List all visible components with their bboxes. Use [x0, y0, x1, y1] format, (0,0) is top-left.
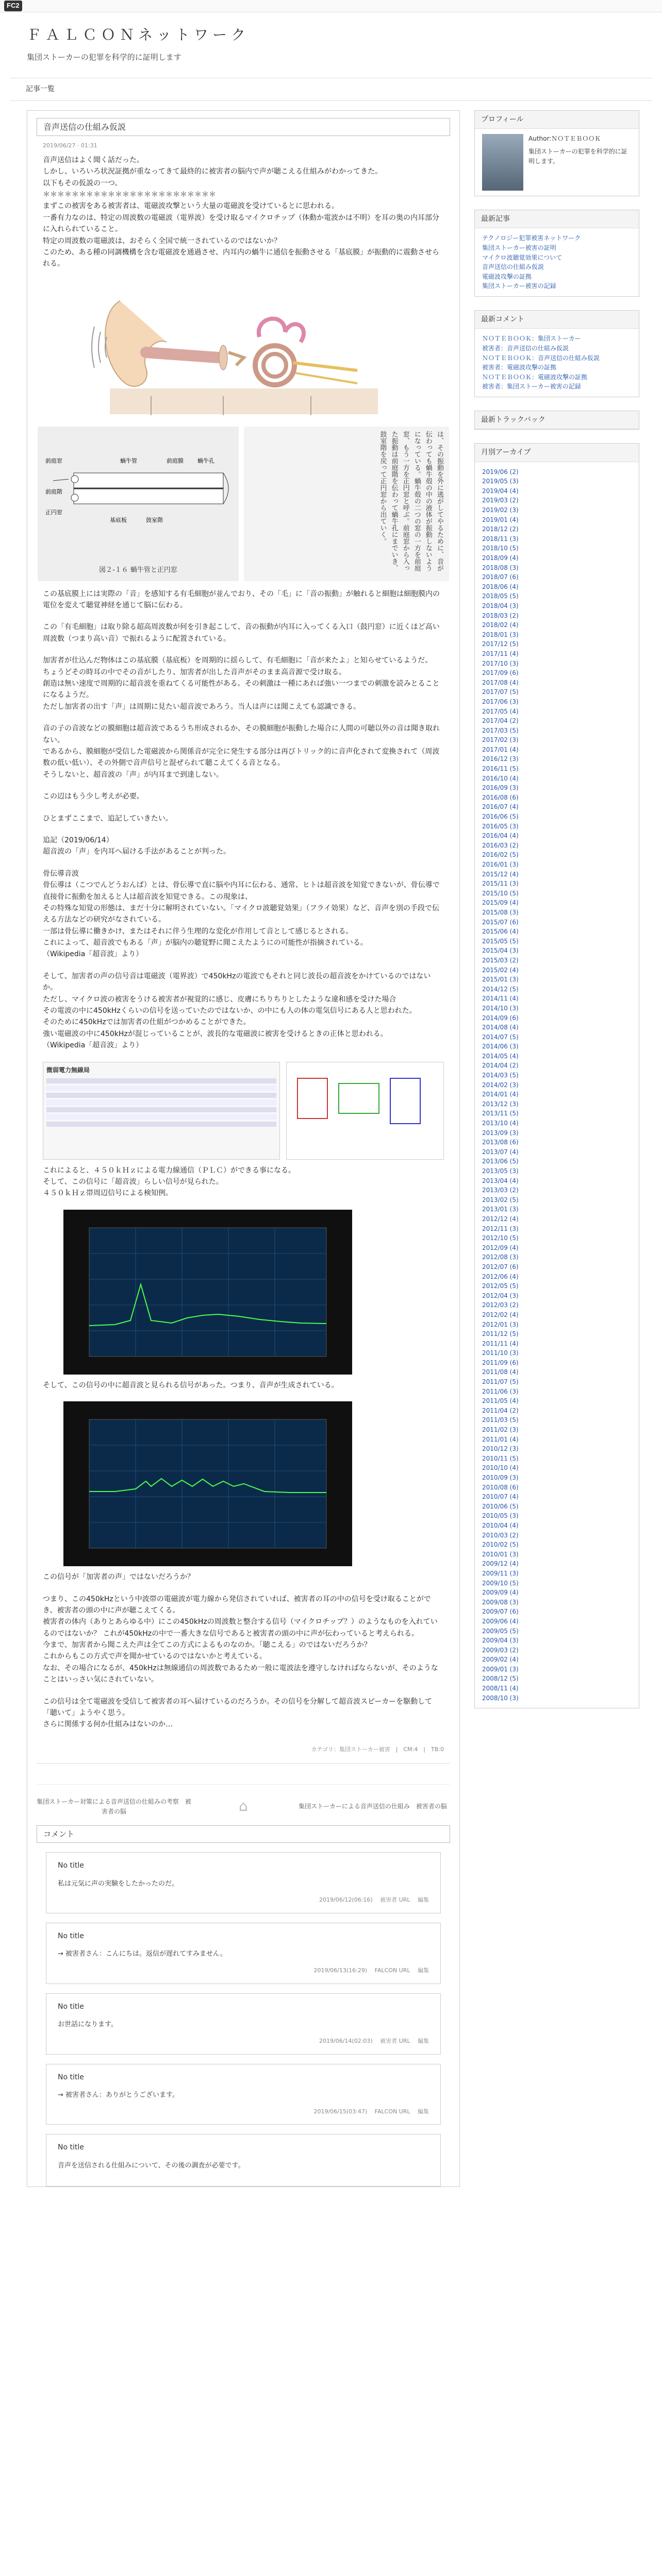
archive-month-link[interactable]: 2009/09 (4) [482, 1589, 519, 1597]
archive-month-link[interactable]: 2010/09 (3) [482, 1474, 519, 1482]
archive-month-link[interactable]: 2016/01 (3) [482, 861, 519, 869]
archive-month-link[interactable]: 2015/05 (5) [482, 937, 519, 945]
recent-comments-box [474, 310, 639, 397]
sidebar [474, 110, 639, 2187]
archive-month-link[interactable]: 2014/10 (3) [482, 1004, 519, 1012]
archive-month-link[interactable]: 2011/10 (3) [482, 1349, 519, 1357]
text-line [43, 803, 444, 813]
archive-month-link[interactable]: 2013/01 (3) [482, 1206, 519, 1213]
recent-comment-link[interactable]: 被害者：音声送信の仕組み仮説 [482, 344, 569, 352]
archive-month-link[interactable]: 2018/10 (5) [482, 545, 519, 552]
comment [46, 2134, 441, 2186]
text-line: このため、ある種の同調機構を含む電磁波を通過させ、内耳内の蝸牛に通信を振動させる「基底膜」が振動的に震動させられる。 [43, 248, 440, 268]
entry-date: 2019/06/27 · 01:31 [43, 142, 97, 149]
archive-month-link[interactable]: 2012/07 (6) [482, 1263, 519, 1270]
archive-title: 月別アーカイブ [475, 444, 639, 462]
comment-body: 私は元気に声の実験をしたかったのだ。 [58, 1879, 179, 1888]
archive-month-link[interactable]: 2016/09 (3) [482, 784, 519, 792]
pager [37, 1784, 450, 1818]
text-line: つまり、この450kHzという中波帯の電磁波が電力線から発信されていれば、被害者の耳の中の信号を受け取ることができ、被害者の頭の中に声が聴こえてくる。 [43, 1595, 431, 1615]
archive-month-link[interactable]: 2010/03 (2) [482, 1531, 519, 1539]
archive-month-link[interactable]: 2011/03 (5) [482, 1416, 519, 1424]
archive-month-link[interactable]: 2016/05 (3) [482, 822, 519, 830]
comment [46, 1923, 441, 1984]
archive-month-link[interactable]: 2011/11 (4) [482, 1340, 519, 1347]
oscilloscope-photo-1 [63, 1210, 352, 1375]
text-line: 創造は無い速度で周期的に超音波を重ねてくる可能性がある。その刺激は一種にあれば強い一つまでの刺激を読みとることになるようだ。 [43, 680, 440, 700]
text-line: ひとまずここまで、追記していきたい。 [43, 814, 173, 823]
archive-month-link[interactable]: 2017/10 (3) [482, 659, 519, 667]
entry-body [27, 155, 459, 275]
text-line: 今まで、加害者から聞こえた声は全てこの方式によるものなのか。「聴こえる」のではないだろうか？ [43, 1641, 371, 1650]
archive-month-link[interactable]: 2013/08 (6) [482, 1139, 519, 1146]
comment-meta[interactable]: 2019/06/15(03:47) FALCON URL 編集 [313, 2108, 429, 2115]
archive-month-link[interactable]: 2011/08 (4) [482, 1368, 519, 1376]
text-line: 被害者の体内（ありとあらゆる中）にこの450kHzの周波数と整合する信号（マイクロチップ？）のようなものを入れているのではないか？ これが450kHzの中で一番大きな信号であると被害者の頭の中に声が伝わっていると考えられる。 [43, 1618, 438, 1638]
text-line: これからもこの方式で声を聞かせているのではないかと考えている。 [43, 1652, 267, 1661]
archive-month-link[interactable]: 2009/08 (3) [482, 1598, 519, 1606]
archive-month-link[interactable]: 2013/09 (3) [482, 1129, 519, 1137]
archive-month-link[interactable]: 2017/09 (6) [482, 669, 519, 677]
archive-month-link[interactable]: 2012/10 (5) [482, 1234, 519, 1242]
archive-month-link[interactable]: 2014/11 (4) [482, 995, 519, 1003]
label-basilar-plate: 基底板 [110, 516, 127, 523]
entry-title[interactable]: 音声送信の仕組み仮説 [37, 118, 450, 137]
recent-entries-box [474, 210, 639, 297]
recent-entries-list [475, 228, 639, 296]
archive-month-link[interactable]: 2017/02 (3) [482, 736, 519, 744]
archive-month-link[interactable]: 2012/06 (4) [482, 1273, 519, 1280]
archive-month-link[interactable]: 2016/03 (2) [482, 841, 519, 849]
archive-month-link[interactable]: 2009/04 (3) [482, 1637, 519, 1645]
archive-month-link[interactable]: 2010/01 (3) [482, 1550, 519, 1558]
text-line: 一番有力なのは、特定の周波数の電磁波（電界波）を受け取るマイクロチップ（体動か電波かは不明）を耳の奥の内耳部分に入れられていること。 [43, 213, 440, 234]
middle-text [43, 588, 444, 1052]
archive-month-link[interactable]: 2019/05 (3) [482, 478, 519, 485]
text-line: 加害者が仕込んだ物体はこの基底膜（基底板）を周期的に揺らして、有毛細胞に「音が来たよ」と知らせているようだ。 [43, 656, 433, 665]
recent-comment-link[interactable]: 被害者：集団ストーカー被害の記録 [482, 383, 581, 391]
text-line [43, 611, 444, 621]
archive-month-link[interactable]: 2017/07 (5) [482, 688, 519, 696]
text-line: その特殊な知覚の形態は、まだ十分に解明されていない。「マイクロ波聴覚効果」（フライ効果）など、音声を別の手段で伝える方法などの研究がなされている。 [43, 904, 440, 924]
recent-comment-link[interactable]: ＮＯＴＥＢＯＯＫ：音声送信の仕組み仮説 [482, 354, 600, 362]
archive-month-link[interactable]: 2010/12 (3) [482, 1445, 519, 1453]
text-line: 以下もその仮説の一つ。 [43, 179, 122, 188]
text-line [43, 824, 444, 835]
recent-entries-title: 最新記事 [475, 210, 639, 228]
archive-month-link[interactable]: 2019/03 (2) [482, 497, 519, 504]
archive-month-link[interactable]: 2012/12 (4) [482, 1215, 519, 1223]
archive-month-link[interactable]: 2016/10 (4) [482, 774, 519, 782]
archive-month-link[interactable]: 2013/04 (4) [482, 1177, 519, 1184]
comments-title: コメント [37, 1825, 450, 1843]
archive-month-link[interactable]: 2009/10 (5) [482, 1579, 519, 1587]
archive-month-link[interactable]: 2010/02 (5) [482, 1541, 519, 1549]
text-line: そのために450kHzでは加害者の仕組がつかめることができた。 [43, 1018, 251, 1027]
text-line: そして、加害者の声の信号音は電磁波（電界波）で450kHzの電波でもそれと同じ波長の超音波をかけているのではないか。 [43, 972, 431, 992]
archive-month-link[interactable]: 2014/04 (2) [482, 1062, 519, 1070]
archive-month-link[interactable]: 2009/11 (3) [482, 1569, 519, 1577]
comment-title: No title [58, 2002, 84, 2011]
archive-month-link[interactable]: 2009/06 (4) [482, 1617, 519, 1625]
book-vertical-text: は、その振動を外に逃がしてやるために、音が伝わっても蝸牛殻の中の液体が振動しないようになっている。蝸牛殻の二つの窓の一方を前庭窓、もう一方を正円窓と呼ぶ。前庭窓から入った振動は前庭階を伝わって蝸牛孔にまでいき、鼓室階を戻って正円窓から出ていく。 [244, 427, 449, 581]
archive-month-link[interactable]: 2014/12 (5) [482, 985, 519, 993]
archive-month-link[interactable]: 2017/05 (4) [482, 707, 519, 715]
text-line: この信号は全て電磁波を受信して被害者の耳へ届けているのだろうか。その信号を分解して超音波スピーカーを駆動して「聴いて」ようやく思う。 [43, 1697, 433, 1718]
recent-entry-link[interactable]: 集団ストーカー被害の記録 [482, 282, 556, 290]
archive-month-link[interactable]: 2014/05 (4) [482, 1052, 519, 1060]
document-scan [43, 1062, 444, 1160]
archive-month-link[interactable]: 2013/06 (5) [482, 1158, 519, 1165]
profile-title: プロフィール [475, 111, 639, 129]
archive-month-link[interactable]: 2013/07 (4) [482, 1148, 519, 1156]
comment-title: No title [58, 1861, 84, 1870]
archive-month-link[interactable]: 2015/07 (6) [482, 918, 519, 926]
archive-month-link[interactable]: 2010/04 (4) [482, 1521, 519, 1529]
archive-month-link[interactable]: 2008/12 (5) [482, 1675, 519, 1683]
text-line: 音声送信はよく聞く話だった。 [43, 156, 144, 164]
text-line: ただし加害者の出す「声」は周期に見たい超音波であろう。当人は声には聞こえても認識できる。 [43, 702, 360, 711]
cochlea-figure [38, 427, 239, 581]
archive-month-link[interactable]: 2018/01 (3) [482, 631, 519, 638]
comment-meta[interactable]: 2019/06/13(16:29) FALCON URL 編集 [313, 1967, 429, 1974]
text-line [43, 781, 444, 791]
site-title[interactable]: ＦＡＬＣＯＮネットワーク [27, 26, 250, 43]
text-line: ただし、マイクロ波の被害をうける被害者が視覚的に感じ、皮膚にちりちりとしたような違和感を受けた場合 [43, 995, 396, 1004]
document-table [43, 1062, 280, 1160]
archive-month-link[interactable]: 2018/07 (6) [482, 573, 519, 581]
archive-month-link[interactable]: 2009/05 (5) [482, 1627, 519, 1635]
archive-month-link[interactable]: 2009/07 (6) [482, 1608, 519, 1616]
archive-month-link[interactable]: 2019/06 (2) [482, 468, 519, 476]
figure-caption: 図２-１６ 蝸牛管と正円窓 [99, 566, 177, 574]
archive-month-link[interactable]: 2016/06 (5) [482, 813, 519, 821]
blog-header [0, 12, 662, 78]
text-line: まずこの被害をある被害者は、電磁波攻撃という大量の電磁波を受けているとに思われる。 [43, 202, 339, 211]
archive-month-link[interactable]: 2015/02 (4) [482, 966, 519, 974]
text-line: その電波の中に450kHzくらいの信号を送っていたのではないか、の中にも人の体の電気信号にある人と思われた。 [43, 1007, 417, 1015]
archive-month-link[interactable]: 2012/08 (3) [482, 1253, 519, 1261]
label-helicotrema: 蝸牛孔 [197, 457, 214, 464]
archive-month-link[interactable]: 2012/04 (3) [482, 1292, 519, 1299]
archive-box [474, 443, 639, 1708]
entry-footer: カテゴリ：集団ストーカー被害 | CM:4 | TB:0 [37, 1745, 450, 1764]
archive-month-link[interactable]: 2010/06 (5) [482, 1502, 519, 1510]
comment [46, 2064, 441, 2125]
label-cochlear-duct: 蝸牛管 [120, 457, 137, 464]
archive-month-link[interactable]: 2014/03 (5) [482, 1072, 519, 1079]
label-scala-vestibuli: 前庭階 [45, 488, 62, 495]
archive-month-link[interactable]: 2010/08 (6) [482, 1483, 519, 1491]
fc2-topbar [0, 0, 662, 12]
archive-month-link[interactable]: 2014/07 (5) [482, 1033, 519, 1041]
archive-month-link[interactable]: 2019/01 (4) [482, 516, 519, 523]
text-line: 一部は骨伝導に働きかけ、またはそれに伴う生理的な変化が作用して音として感じるとされる。 [43, 927, 353, 936]
archive-month-link[interactable]: 2015/10 (5) [482, 889, 519, 897]
text-line: この辺はもう少し考えが必要。 [43, 792, 144, 801]
recent-entry-link[interactable]: 電磁波攻撃の証拠 [482, 273, 532, 280]
comment [46, 1993, 441, 2055]
archive-month-link[interactable]: 2015/08 (3) [482, 908, 519, 916]
text-line: なお、その場合になるが、450kHzは無線通信の周波数であるため一般に電波法を遵守しなければならないが、そのようなことはいっさい気にされていない。 [43, 1664, 438, 1684]
archive-month-link[interactable]: 2014/02 (3) [482, 1081, 519, 1089]
text-line: （Wikipedia「超音波」より） [43, 950, 143, 959]
comment-title: No title [58, 1932, 84, 1940]
text-line: しかし、いろいろ状況証拠が重なってきて最終的に被害者の脳内で声が聴こえる仕組みがわかってきた。 [43, 167, 382, 176]
text-line [43, 1583, 444, 1594]
text-line: 骨伝導は（こつでんどうおんぱ）とは、骨伝導で直に脳や内耳に伝わる、通常、ヒトは超音波を知覚できないが、骨伝導で直接骨に振動を加えると人は超音波を知覚できる。この現象は、 [43, 881, 440, 901]
archive-month-link[interactable]: 2018/08 (3) [482, 564, 519, 571]
text-line: この基底膜上には実際の「音」を感知する有毛細胞が並んでおり、その「毛」に「音の振動」が触れると細胞は細胞膜内の電位を変えて聴覚神経を通じて脳に伝わる。 [43, 589, 440, 610]
label-vestibular-window: 前庭窓 [45, 457, 62, 464]
text-line: さらに関係する何か仕組みはないのか… [43, 1720, 173, 1729]
archive-month-link[interactable]: 2015/04 (3) [482, 947, 519, 955]
recent-entry-link[interactable]: テクノロジー犯罪被害ネットワーク [482, 234, 581, 242]
text-line: そうしないと、超音波の「声」が内耳まで到達しない。 [43, 770, 223, 779]
recent-comments-title: 最新コメント [475, 311, 639, 329]
archive-month-link[interactable]: 2017/08 (4) [482, 679, 519, 686]
archive-list [475, 462, 639, 1708]
text-line [43, 1686, 444, 1696]
after-scope2-text [43, 1571, 444, 1731]
recent-entry-link[interactable]: マイクロ波聴覚効果について [482, 253, 562, 261]
archive-month-link[interactable]: 2018/02 (4) [482, 621, 519, 629]
archive-month-link[interactable]: 2012/05 (5) [482, 1282, 519, 1290]
archive-month-link[interactable]: 2008/10 (3) [482, 1694, 519, 1702]
archive-month-link[interactable]: 2011/07 (5) [482, 1378, 519, 1386]
text-line: ちょうどその時耳の中でその音がしたり、加害者が出した音声がそのまま高音源で受け取る。 [43, 668, 346, 676]
text-line: 特定の周波数の電磁波は、おそらく全国で統一されているのではないか？ [43, 236, 281, 245]
text-line: 強い電磁波の中に450kHzが混じっていることが、波長的な電磁波に被害を受けるときの正体と思われる。 [43, 1029, 388, 1038]
text-line: 音の子の音波などの膜細胞は超音波であるうち形成されるか、その膜細胞が振動した場合に人間の可聴以外の音は聞き取れない。 [43, 724, 440, 744]
text-line: 骨伝導音波 [43, 869, 79, 878]
comments-list [27, 1852, 459, 2186]
archive-month-link[interactable]: 2016/07 (4) [482, 803, 519, 811]
archive-month-link[interactable]: 2016/04 (4) [482, 832, 519, 840]
archive-month-link[interactable]: 2014/08 (4) [482, 1024, 519, 1031]
archive-month-link[interactable]: 2017/11 (4) [482, 650, 519, 657]
text-line [43, 645, 444, 655]
comment-body: お世話になります。 [58, 2021, 118, 2029]
archive-month-link[interactable]: 2017/12 (5) [482, 640, 519, 648]
archive-month-link[interactable]: 2018/03 (2) [482, 612, 519, 619]
archive-month-link[interactable]: 2013/10 (4) [482, 1120, 519, 1127]
text-line: （Wikipedia「超音波」より） [43, 1041, 143, 1050]
archive-month-link[interactable]: 2019/04 (4) [482, 487, 519, 495]
archive-month-link[interactable]: 2018/11 (3) [482, 535, 519, 543]
comment-body: 音声を送信される仕組みについて、その後の調査が必要です。 [58, 2161, 245, 2170]
archive-month-link[interactable]: 2010/11 (5) [482, 1454, 519, 1462]
archive-month-link[interactable]: 2011/09 (6) [482, 1359, 519, 1366]
comment-title: No title [58, 2073, 84, 2081]
archive-month-link[interactable]: 2018/12 (2) [482, 526, 519, 533]
trackback-box [474, 411, 639, 430]
archive-month-link[interactable]: 2017/03 (5) [482, 726, 519, 734]
archive-month-link[interactable]: 2012/02 (4) [482, 1311, 519, 1318]
profile-avatar [482, 134, 523, 191]
archive-month-link[interactable]: 2018/04 (3) [482, 602, 519, 609]
archive-month-link[interactable]: 2011/04 (2) [482, 1406, 519, 1414]
archive-month-link[interactable]: 2013/12 (3) [482, 1100, 519, 1108]
text-line: であるから、膜細胞が受信した電磁波から関係音が完全に発生する部分は再びトリック的に音声化されて変換されて（周波数の低い低い）、その外側で音声信号と混ぜられて聴こえてくる音となる。 [43, 747, 440, 768]
archive-month-link[interactable]: 2018/06 (4) [482, 583, 519, 590]
after-doc-text [43, 1165, 444, 1199]
text-line: 追記（2019/06/14） [43, 836, 113, 844]
archive-month-link[interactable]: 2012/01 (3) [482, 1320, 519, 1328]
recent-comment-link[interactable]: 被害者：電磁波攻撃の証拠 [482, 364, 557, 371]
archive-month-link[interactable]: 2015/09 (4) [482, 899, 519, 907]
text-line: この「有毛細胞」は取り除る超高周波数が何を引き起こして、音の振動が内耳に入ってくる入口（鼓円窓）に近くほど高い周波数（つまり高い音）で振れるように配置されている。 [43, 623, 440, 643]
profile-text: 集団ストーカーの犯罪を科学的に証明します。 [528, 148, 627, 165]
next-entry-link[interactable]: 集団ストーカーによる音声送信の仕組み 被害者の脳 [299, 1803, 447, 1810]
archive-month-link[interactable]: 2013/03 (2) [482, 1187, 519, 1194]
archive-month-link[interactable]: 2013/11 (5) [482, 1110, 519, 1117]
fc2-logo[interactable]: FC2 [4, 1, 22, 11]
article-list-link[interactable]: 記事一覧 [26, 84, 55, 93]
text-line: 超音波の「声」を内耳へ届ける手法があることが判った。 [43, 848, 230, 856]
text-line [43, 713, 444, 723]
text-line: ４５０ｋＨｚ帯周辺信号による検知例。 [43, 1189, 173, 1198]
home-icon[interactable]: ⌂ [239, 1798, 248, 1815]
archive-month-link[interactable]: 2015/06 (4) [482, 928, 519, 936]
recent-comment-link[interactable]: ＮＯＴＥＢＯＯＫ：集団ストーカー [482, 335, 581, 343]
archive-month-link[interactable]: 2009/12 (4) [482, 1560, 519, 1568]
text-line: ＊＊＊＊＊＊＊＊＊＊＊＊＊＊＊＊＊＊＊＊＊＊＊＊ [43, 190, 216, 199]
main-column [27, 110, 460, 2187]
archive-month-link[interactable]: 2015/12 (4) [482, 870, 519, 878]
site-description: 集団ストーカーの犯罪を科学的に証明します [27, 52, 181, 62]
ear-illustration [89, 280, 398, 419]
text-line: この信号が「加害者の声」ではないだろうか？ [43, 1573, 194, 1582]
archive-month-link[interactable]: 2017/06 (3) [482, 698, 519, 705]
label-round-window: 正円窓 [45, 509, 62, 516]
archive-month-link[interactable]: 2009/02 (4) [482, 1656, 519, 1664]
comment-body: → 被害者さん：ありがとうございます。 [58, 2091, 179, 2099]
label-scala-tympani: 鼓室階 [146, 516, 163, 523]
archive-month-link[interactable]: 2012/11 (3) [482, 1225, 519, 1232]
profile-box [474, 110, 639, 196]
label-vestibular-membrane: 前庭膜 [167, 457, 184, 464]
archive-month-link[interactable]: 2008/11 (4) [482, 1685, 519, 1692]
archive-month-link[interactable]: 2016/02 (5) [482, 851, 519, 859]
archive-month-link[interactable]: 2016/11 (5) [482, 765, 519, 773]
text-line: そして、この信号に「超音波」らしい信号が見られた。 [43, 1177, 223, 1186]
archive-month-link[interactable]: 2017/04 (2) [482, 717, 519, 725]
archive-month-link[interactable]: 2011/01 (4) [482, 1435, 519, 1443]
archive-month-link[interactable]: 2015/03 (2) [482, 956, 519, 964]
archive-month-link[interactable]: 2014/09 (6) [482, 1014, 519, 1022]
archive-month-link[interactable]: 2012/03 (2) [482, 1301, 519, 1309]
archive-month-link[interactable]: 2014/06 (3) [482, 1043, 519, 1050]
cochlea-section [38, 427, 449, 581]
archive-month-link[interactable]: 2019/02 (3) [482, 506, 519, 514]
archive-month-link[interactable]: 2016/12 (3) [482, 755, 519, 763]
oscilloscope-photo-2 [63, 1401, 352, 1566]
text-line: これによって、超音波でもある「声」が脳内の聴覚野に聞こえたようにの可能性が指摘されている。 [43, 939, 368, 947]
comment-body: → 被害者さん：こんにちは。返信が遅れてすみません。 [58, 1950, 227, 1958]
archive-month-link[interactable]: 2011/06 (3) [482, 1387, 519, 1395]
archive-month-link[interactable]: 2009/03 (2) [482, 1646, 519, 1654]
archive-month-link[interactable]: 2011/02 (3) [482, 1426, 519, 1434]
recent-comment-link[interactable]: ＮＯＴＥＢＯＯＫ：電磁波攻撃の証拠 [482, 373, 588, 381]
archive-month-link[interactable]: 2017/01 (4) [482, 745, 519, 753]
document-diagram [286, 1062, 444, 1160]
recent-comments-list [475, 329, 639, 397]
archive-month-link[interactable]: 2009/01 (3) [482, 1665, 519, 1673]
nav-bar [10, 78, 652, 101]
archive-month-link[interactable]: 2010/07 (4) [482, 1493, 519, 1501]
profile-name: Author:ＮＯＴＥＢＯＯＫ [528, 134, 601, 142]
text-line [43, 960, 444, 971]
archive-month-link[interactable]: 2018/09 (4) [482, 554, 519, 562]
recent-entry-link[interactable]: 集団ストーカー被害の証明 [482, 244, 556, 251]
archive-month-link[interactable]: 2015/01 (3) [482, 976, 519, 984]
comment-meta[interactable]: 2019/06/12(06:16) 被害者 URL 編集 [319, 1896, 429, 1904]
archive-month-link[interactable]: 2016/08 (6) [482, 793, 519, 801]
prev-entry-link[interactable]: 集団ストーカー対策による音声送信の仕組みの考察 被害者の脳 [37, 1798, 191, 1815]
after-scope1-text: そして、この信号の中に超音波と見られる信号があった。つまり、音声が生成されている。 [43, 1381, 339, 1389]
trackback-title: 最新トラックバック [475, 411, 639, 429]
archive-month-link[interactable]: 2013/05 (3) [482, 1167, 519, 1175]
archive-month-link[interactable]: 2012/09 (4) [482, 1244, 519, 1251]
recent-entry-link[interactable]: 音声送信の仕組み仮説 [482, 263, 544, 271]
archive-month-link[interactable]: 2013/02 (5) [482, 1196, 519, 1204]
archive-month-link[interactable]: 2010/10 (4) [482, 1464, 519, 1472]
text-line: これによると、４５０ｋＨｚによる電力線通信（ＰＬＣ）ができる事になる。 [43, 1166, 295, 1175]
intro-text [43, 155, 444, 270]
text-line [43, 858, 444, 868]
archive-month-link[interactable]: 2011/05 (4) [482, 1397, 519, 1405]
comment-meta[interactable]: 2019/06/14(02:03) 被害者 URL 編集 [319, 2037, 429, 2044]
archive-month-link[interactable]: 2011/12 (5) [482, 1330, 519, 1338]
archive-month-link[interactable]: 2010/05 (3) [482, 1512, 519, 1520]
comment [46, 1852, 441, 1913]
archive-month-link[interactable]: 2014/01 (4) [482, 1091, 519, 1098]
document-caption: 微弱電力無線局 [46, 1066, 90, 1074]
archive-month-link[interactable]: 2018/05 (5) [482, 592, 519, 600]
comment-title: No title [58, 2143, 84, 2152]
archive-month-link[interactable]: 2015/11 (3) [482, 880, 519, 888]
